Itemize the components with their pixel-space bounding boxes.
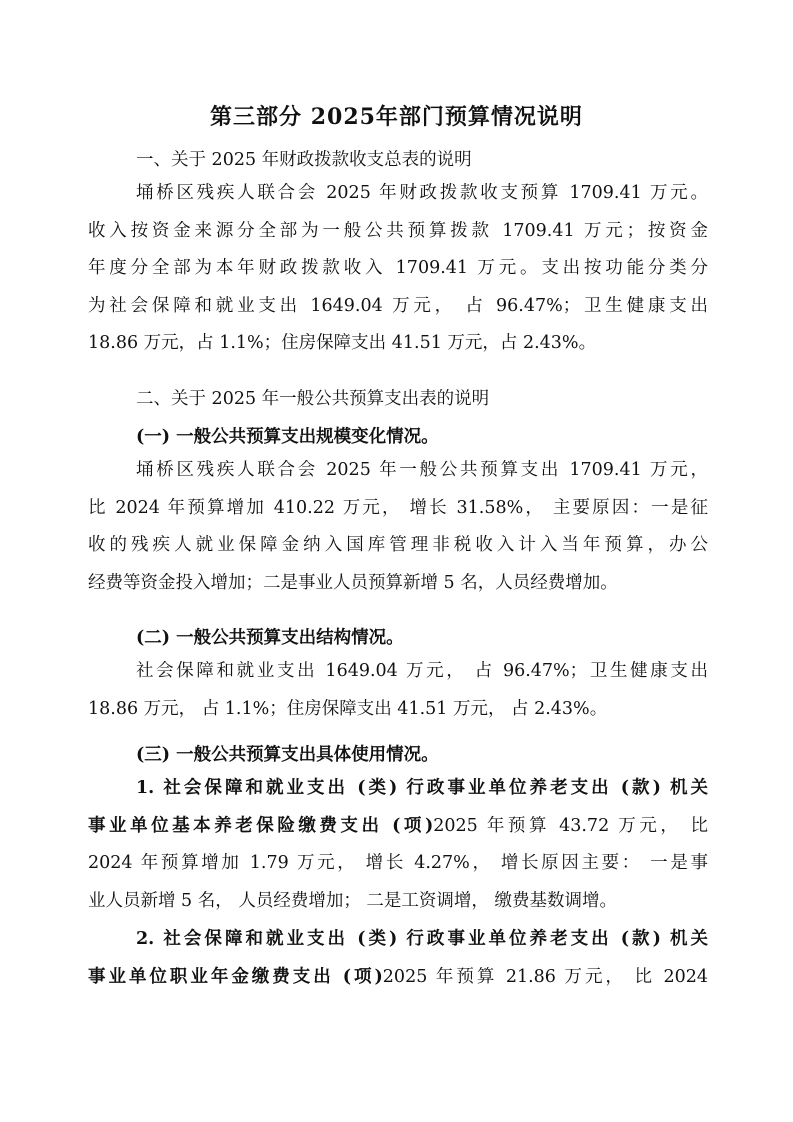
item2-paragraph: [88, 921, 708, 996]
paragraph-line: 比 2024 年预算增加 410.22 万元， 增长 31.58%， 主要原因：一是征: [88, 497, 708, 518]
paragraph-line: [88, 808, 708, 846]
paragraph-line: [88, 921, 708, 959]
page-title: 第三部分 2025年部门预算情况说明: [210, 104, 583, 130]
paragraph-line: [88, 770, 708, 808]
bold-text: 事业单位基本养老保险缴费支出 (项): [88, 815, 434, 836]
plain-text: 2025 年预算 21.86 万元， 比 2024: [382, 966, 708, 987]
item1-paragraph: [88, 770, 708, 920]
bold-text: 2. 社会保障和就业支出 (类) 行政事业单位养老支出 (款) 机关: [136, 929, 708, 949]
sub2-paragraph: [88, 653, 708, 728]
paragraph-line: 经费等资金投入增加；二是事业人员预算新增 5 名，人员经费增加。: [88, 572, 618, 593]
paragraph-line: 18.86 万元， 占 1.1%；住房保障支出 41.51 万元， 占 2.43%。: [88, 698, 608, 719]
section1-paragraph: [88, 175, 708, 363]
sub3-heading: (三) 一般公共预算支出具体使用情况。: [136, 745, 439, 765]
paragraph-line: 18.86 万元，占 1.1%；住房保障支出 41.51 万元，占 2.43%。: [88, 333, 597, 354]
section2-heading: 二、关于 2025 年一般公共预算支出表的说明: [136, 389, 490, 409]
paragraph-line: 2024 年预算增加 1.79 万元， 增长 4.27%， 增长原因主要： 一是事: [88, 853, 708, 874]
paragraph-line: 为社会保障和就业支出 1649.04 万元， 占 96.47%；卫生健康支出: [88, 295, 708, 316]
paragraph-line: 收的残疾人就业保障金纳入国库管理非税收入计入当年预算，办公: [88, 535, 708, 556]
paragraph-line: [88, 959, 708, 997]
paragraph-line: 年度分全部为本年财政拨款收入 1709.41 万元。支出按功能分类分: [88, 258, 708, 279]
paragraph-line: 埇桥区残疾人联合会 2025 年财政拨款收支预算 1709.41 万元。: [136, 183, 708, 203]
paragraph-line: 收入按资金来源分全部为一般公共预算拨款 1709.41 万元；按资金: [88, 220, 708, 241]
bold-text: 事业单位职业年金缴费支出 (项): [88, 966, 383, 987]
paragraph-line: 埇桥区残疾人联合会 2025 年一般公共预算支出 1709.41 万元，: [136, 460, 708, 480]
sub1-heading: (一) 一般公共预算支出规模变化情况。: [136, 427, 439, 447]
sub2-heading: (二) 一般公共预算支出结构情况。: [136, 628, 404, 648]
paragraph-line: 社会保障和就业支出 1649.04 万元， 占 96.47%；卫生健康支出: [136, 661, 708, 681]
section1-heading: 一、关于 2025 年财政拨款收支总表的说明: [136, 150, 472, 170]
sub1-paragraph: [88, 452, 708, 602]
paragraph-line: 业人员新增 5 名， 人员经费增加； 二是工资调增， 缴费基数调增。: [88, 890, 617, 911]
bold-text: 1. 社会保障和就业支出 (类) 行政事业单位养老支出 (款) 机关: [136, 778, 708, 798]
plain-text: 2025 年预算 43.72 万元， 比: [433, 815, 709, 836]
